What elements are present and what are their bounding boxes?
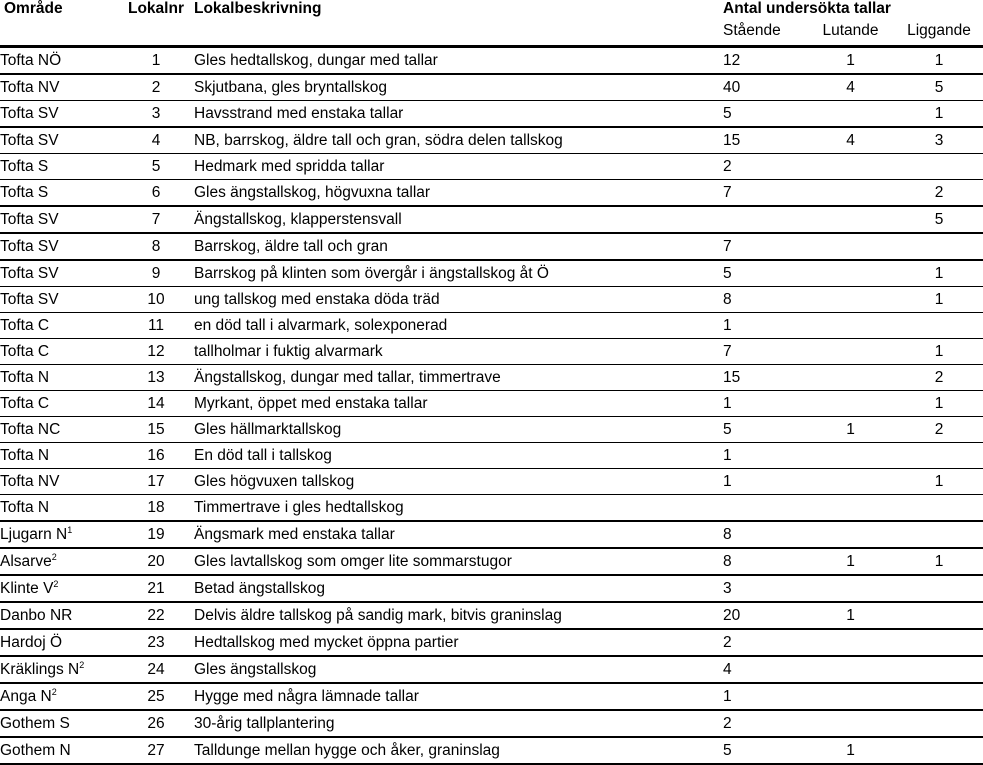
- cell-lokalnr: 9: [118, 260, 194, 287]
- table-row: [0, 287, 983, 313]
- cell-omrade: [0, 180, 118, 207]
- table-row: [0, 233, 983, 260]
- footnote-marker: 2: [51, 551, 57, 562]
- header-lokalbeskrivning: Lokalbeskrivning: [194, 0, 322, 17]
- cell-liggande: [895, 154, 983, 180]
- cell-lokalbeskrivning: Talldunge mellan hygge och åker, graninslag: [194, 737, 723, 764]
- cell-liggande: 1: [895, 339, 983, 365]
- cell-liggande: 1: [895, 469, 983, 495]
- cell-lokalbeskrivning: Ängstallskog, dungar med tallar, timmertrave: [194, 365, 723, 391]
- cell-liggande: [895, 737, 983, 764]
- cell-lokalbeskrivning: Skjutbana, gles bryntallskog: [194, 74, 723, 101]
- cell-lokalbeskrivning: 30-årig tallplantering: [194, 710, 723, 737]
- cell-lutande: 1: [806, 548, 895, 575]
- cell-omrade: [0, 575, 118, 602]
- cell-omrade: [0, 469, 118, 495]
- omrade-text: Tofta NV: [0, 472, 60, 490]
- cell-lokalbeskrivning: Hygge med några lämnade tallar: [194, 683, 723, 710]
- cell-liggande: 1: [895, 287, 983, 313]
- table-row: [0, 260, 983, 287]
- omrade-text: Tofta SV: [0, 237, 59, 255]
- omrade-text: Tofta SV: [0, 290, 59, 308]
- cell-staende: 1: [723, 443, 806, 469]
- cell-liggande: 1: [895, 548, 983, 575]
- header-spacer-2: [118, 22, 194, 47]
- cell-liggande: 5: [895, 74, 983, 101]
- cell-lokalnr: 24: [118, 656, 194, 683]
- cell-staende: 4: [723, 656, 806, 683]
- table-row: [0, 683, 983, 710]
- cell-omrade: [0, 47, 118, 75]
- cell-lutande: [806, 710, 895, 737]
- header-row-primary: [0, 0, 983, 22]
- table-row: [0, 469, 983, 495]
- cell-lutande: [806, 339, 895, 365]
- cell-staende: 8: [723, 521, 806, 548]
- cell-liggande: [895, 521, 983, 548]
- table-row: [0, 521, 983, 548]
- cell-lokalnr: 23: [118, 629, 194, 656]
- footnote-marker: 1: [67, 524, 73, 535]
- cell-staende: [723, 495, 806, 522]
- cell-lokalbeskrivning: Gles ängstallskog, högvuxna tallar: [194, 180, 723, 207]
- cell-omrade: [0, 233, 118, 260]
- table-row: [0, 74, 983, 101]
- table-row: [0, 101, 983, 128]
- header-spacer-3: [194, 22, 723, 47]
- cell-omrade: [0, 710, 118, 737]
- table-body: [0, 47, 983, 765]
- omrade-text: Klinte V: [0, 579, 54, 597]
- cell-lutande: [806, 629, 895, 656]
- cell-lokalbeskrivning: Betad ängstallskog: [194, 575, 723, 602]
- cell-staende: 20: [723, 602, 806, 629]
- cell-lutande: [806, 391, 895, 417]
- omrade-text: Tofta SV: [0, 104, 59, 122]
- table-row: [0, 339, 983, 365]
- omrade-text: Tofta C: [0, 342, 50, 360]
- omrade-text: Gothem N: [0, 741, 71, 759]
- cell-liggande: 1: [895, 47, 983, 75]
- cell-staende: 7: [723, 339, 806, 365]
- table-row: [0, 602, 983, 629]
- omrade-text: Tofta SV: [0, 210, 59, 228]
- cell-lutande: 1: [806, 47, 895, 75]
- cell-lokalnr: 12: [118, 339, 194, 365]
- omrade-text: Ljugarn N: [0, 525, 68, 543]
- cell-liggande: [895, 313, 983, 339]
- cell-lutande: [806, 154, 895, 180]
- cell-omrade: [0, 154, 118, 180]
- cell-lutande: 1: [806, 417, 895, 443]
- cell-lokalbeskrivning: en död tall i alvarmark, solexponerad: [194, 313, 723, 339]
- cell-staende: 15: [723, 365, 806, 391]
- cell-lutande: [806, 575, 895, 602]
- cell-lokalbeskrivning: En död tall i tallskog: [194, 443, 723, 469]
- cell-staende: 2: [723, 629, 806, 656]
- omrade-text: Tofta S: [0, 157, 49, 175]
- omrade-text: Tofta C: [0, 394, 50, 412]
- cell-lokalbeskrivning: Ängstallskog, klapperstensvall: [194, 206, 723, 233]
- cell-lokalnr: 20: [118, 548, 194, 575]
- cell-liggande: 1: [895, 101, 983, 128]
- cell-staende: 1: [723, 391, 806, 417]
- cell-omrade: [0, 683, 118, 710]
- footnote-marker: 2: [51, 686, 57, 697]
- header-staende: Stående: [723, 22, 806, 47]
- cell-lutande: [806, 443, 895, 469]
- table-row: [0, 737, 983, 764]
- cell-omrade: [0, 521, 118, 548]
- cell-lokalnr: 10: [118, 287, 194, 313]
- cell-staende: 5: [723, 101, 806, 128]
- cell-omrade: [0, 313, 118, 339]
- cell-omrade: [0, 629, 118, 656]
- cell-lutande: 1: [806, 737, 895, 764]
- cell-lokalnr: 11: [118, 313, 194, 339]
- cell-staende: 12: [723, 47, 806, 75]
- header-antal-group: Antal undersökta tallar: [723, 0, 891, 17]
- cell-lokalnr: 14: [118, 391, 194, 417]
- table-row: [0, 575, 983, 602]
- cell-omrade: [0, 365, 118, 391]
- cell-lutande: [806, 656, 895, 683]
- cell-staende: 3: [723, 575, 806, 602]
- cell-lokalnr: 6: [118, 180, 194, 207]
- omrade-text: Tofta SV: [0, 131, 59, 149]
- cell-lokalnr: 5: [118, 154, 194, 180]
- cell-lutande: [806, 287, 895, 313]
- cell-lutande: [806, 180, 895, 207]
- omrade-text: Anga N: [0, 687, 52, 705]
- header-liggande: Liggande: [895, 22, 983, 47]
- cell-lokalnr: 3: [118, 101, 194, 128]
- omrade-text: Tofta N: [0, 498, 50, 516]
- cell-lutande: [806, 469, 895, 495]
- cell-liggande: [895, 710, 983, 737]
- table-row: [0, 443, 983, 469]
- cell-lokalnr: 22: [118, 602, 194, 629]
- omrade-text: Alsarve: [0, 552, 52, 570]
- cell-lokalbeskrivning: Gles ängstallskog: [194, 656, 723, 683]
- cell-staende: 5: [723, 260, 806, 287]
- cell-lokalbeskrivning: Hedtallskog med mycket öppna partier: [194, 629, 723, 656]
- cell-liggande: 2: [895, 417, 983, 443]
- cell-lutande: [806, 683, 895, 710]
- cell-liggande: 2: [895, 180, 983, 207]
- cell-omrade: [0, 339, 118, 365]
- table-row: [0, 180, 983, 207]
- omrade-text: Kräklings N: [0, 660, 80, 678]
- cell-liggande: [895, 683, 983, 710]
- cell-lokalbeskrivning: Timmertrave i gles hedtallskog: [194, 495, 723, 522]
- cell-lokalnr: 15: [118, 417, 194, 443]
- cell-staende: 1: [723, 313, 806, 339]
- cell-liggande: [895, 656, 983, 683]
- cell-staende: 2: [723, 710, 806, 737]
- header-spacer-1: [0, 22, 118, 47]
- cell-omrade: [0, 737, 118, 764]
- cell-lokalnr: 16: [118, 443, 194, 469]
- table-row: [0, 206, 983, 233]
- omrade-text: Tofta C: [0, 316, 50, 334]
- cell-omrade: [0, 548, 118, 575]
- cell-omrade: [0, 74, 118, 101]
- header-omrade: Område: [4, 0, 63, 17]
- omrade-text: Tofta SV: [0, 264, 59, 282]
- cell-lokalbeskrivning: Gles hedtallskog, dungar med tallar: [194, 47, 723, 75]
- table-row: [0, 313, 983, 339]
- cell-lutande: [806, 365, 895, 391]
- footnote-marker: 2: [53, 578, 59, 589]
- cell-staende: 2: [723, 154, 806, 180]
- cell-staende: 5: [723, 737, 806, 764]
- table-row: [0, 629, 983, 656]
- cell-lokalnr: 18: [118, 495, 194, 522]
- cell-staende: 8: [723, 548, 806, 575]
- cell-lokalbeskrivning: Barrskog, äldre tall och gran: [194, 233, 723, 260]
- cell-lokalbeskrivning: Gles lavtallskog som omger lite sommarstugor: [194, 548, 723, 575]
- cell-omrade: [0, 287, 118, 313]
- cell-staende: [723, 206, 806, 233]
- table-row: [0, 710, 983, 737]
- cell-staende: 7: [723, 233, 806, 260]
- omrade-text: Tofta NÖ: [0, 51, 62, 69]
- cell-staende: 1: [723, 683, 806, 710]
- footnote-marker: 2: [79, 659, 85, 670]
- cell-lokalbeskrivning: Delvis äldre tallskog på sandig mark, bitvis graninslag: [194, 602, 723, 629]
- header-row-secondary: [0, 22, 983, 47]
- cell-lokalnr: 4: [118, 127, 194, 154]
- cell-lokalnr: 17: [118, 469, 194, 495]
- cell-liggande: [895, 629, 983, 656]
- cell-lokalnr: 1: [118, 47, 194, 75]
- cell-liggande: 3: [895, 127, 983, 154]
- table-row: [0, 548, 983, 575]
- cell-staende: 15: [723, 127, 806, 154]
- cell-lokalnr: 26: [118, 710, 194, 737]
- table-row: [0, 127, 983, 154]
- cell-liggande: [895, 575, 983, 602]
- table-row: [0, 47, 983, 75]
- table-header: [0, 0, 983, 47]
- omrade-text: Tofta N: [0, 368, 50, 386]
- omrade-text: Hardoj Ö: [0, 633, 63, 651]
- cell-liggande: [895, 233, 983, 260]
- cell-liggande: 1: [895, 260, 983, 287]
- cell-omrade: [0, 101, 118, 128]
- table-row: [0, 154, 983, 180]
- cell-staende: 1: [723, 469, 806, 495]
- cell-liggande: [895, 495, 983, 522]
- omrade-text: Tofta NC: [0, 420, 61, 438]
- cell-lokalnr: 25: [118, 683, 194, 710]
- cell-lokalbeskrivning: Myrkant, öppet med enstaka tallar: [194, 391, 723, 417]
- cell-lokalnr: 21: [118, 575, 194, 602]
- omrade-text: Gothem S: [0, 714, 70, 732]
- table-row: [0, 391, 983, 417]
- cell-liggande: [895, 443, 983, 469]
- omrade-text: Danbo NR: [0, 606, 73, 624]
- cell-lutande: [806, 233, 895, 260]
- table-row: [0, 495, 983, 522]
- cell-lutande: [806, 521, 895, 548]
- cell-omrade: [0, 495, 118, 522]
- cell-lokalnr: 7: [118, 206, 194, 233]
- cell-omrade: [0, 260, 118, 287]
- table-row: [0, 656, 983, 683]
- cell-lokalnr: 8: [118, 233, 194, 260]
- cell-lokalnr: 27: [118, 737, 194, 764]
- cell-lutande: [806, 206, 895, 233]
- cell-lutande: 4: [806, 127, 895, 154]
- cell-staende: 8: [723, 287, 806, 313]
- cell-lutande: 1: [806, 602, 895, 629]
- cell-lokalbeskrivning: Havsstrand med enstaka tallar: [194, 101, 723, 128]
- cell-lokalbeskrivning: Gles hällmarktallskog: [194, 417, 723, 443]
- cell-liggande: 2: [895, 365, 983, 391]
- omrade-text: Tofta N: [0, 446, 50, 464]
- cell-omrade: [0, 602, 118, 629]
- cell-lokalbeskrivning: Ängsmark med enstaka tallar: [194, 521, 723, 548]
- omrade-text: Tofta S: [0, 183, 49, 201]
- cell-lutande: [806, 313, 895, 339]
- cell-lokalbeskrivning: tallholmar i fuktig alvarmark: [194, 339, 723, 365]
- cell-liggande: 5: [895, 206, 983, 233]
- cell-lutande: [806, 260, 895, 287]
- cell-omrade: [0, 127, 118, 154]
- cell-liggande: [895, 602, 983, 629]
- omrade-text: Tofta NV: [0, 78, 60, 96]
- cell-lokalbeskrivning: Gles högvuxen tallskog: [194, 469, 723, 495]
- table-row: [0, 417, 983, 443]
- cell-omrade: [0, 417, 118, 443]
- header-lutande: Lutande: [806, 22, 895, 47]
- cell-omrade: [0, 206, 118, 233]
- cell-lokalnr: 19: [118, 521, 194, 548]
- cell-omrade: [0, 443, 118, 469]
- table-row: [0, 365, 983, 391]
- cell-lokalbeskrivning: Barrskog på klinten som övergår i ängstallskog åt Ö: [194, 260, 723, 287]
- cell-omrade: [0, 656, 118, 683]
- cell-staende: 40: [723, 74, 806, 101]
- header-lokalnr: Lokalnr: [128, 0, 184, 17]
- cell-lutande: [806, 495, 895, 522]
- cell-lokalbeskrivning: NB, barrskog, äldre tall och gran, södra delen tallskog: [194, 127, 723, 154]
- cell-staende: 7: [723, 180, 806, 207]
- cell-lutande: 4: [806, 74, 895, 101]
- cell-lokalnr: 2: [118, 74, 194, 101]
- cell-liggande: 1: [895, 391, 983, 417]
- cell-omrade: [0, 391, 118, 417]
- cell-lokalbeskrivning: Hedmark med spridda tallar: [194, 154, 723, 180]
- cell-lutande: [806, 101, 895, 128]
- cell-staende: 5: [723, 417, 806, 443]
- cell-lokalnr: 13: [118, 365, 194, 391]
- cell-lokalbeskrivning: ung tallskog med enstaka döda träd: [194, 287, 723, 313]
